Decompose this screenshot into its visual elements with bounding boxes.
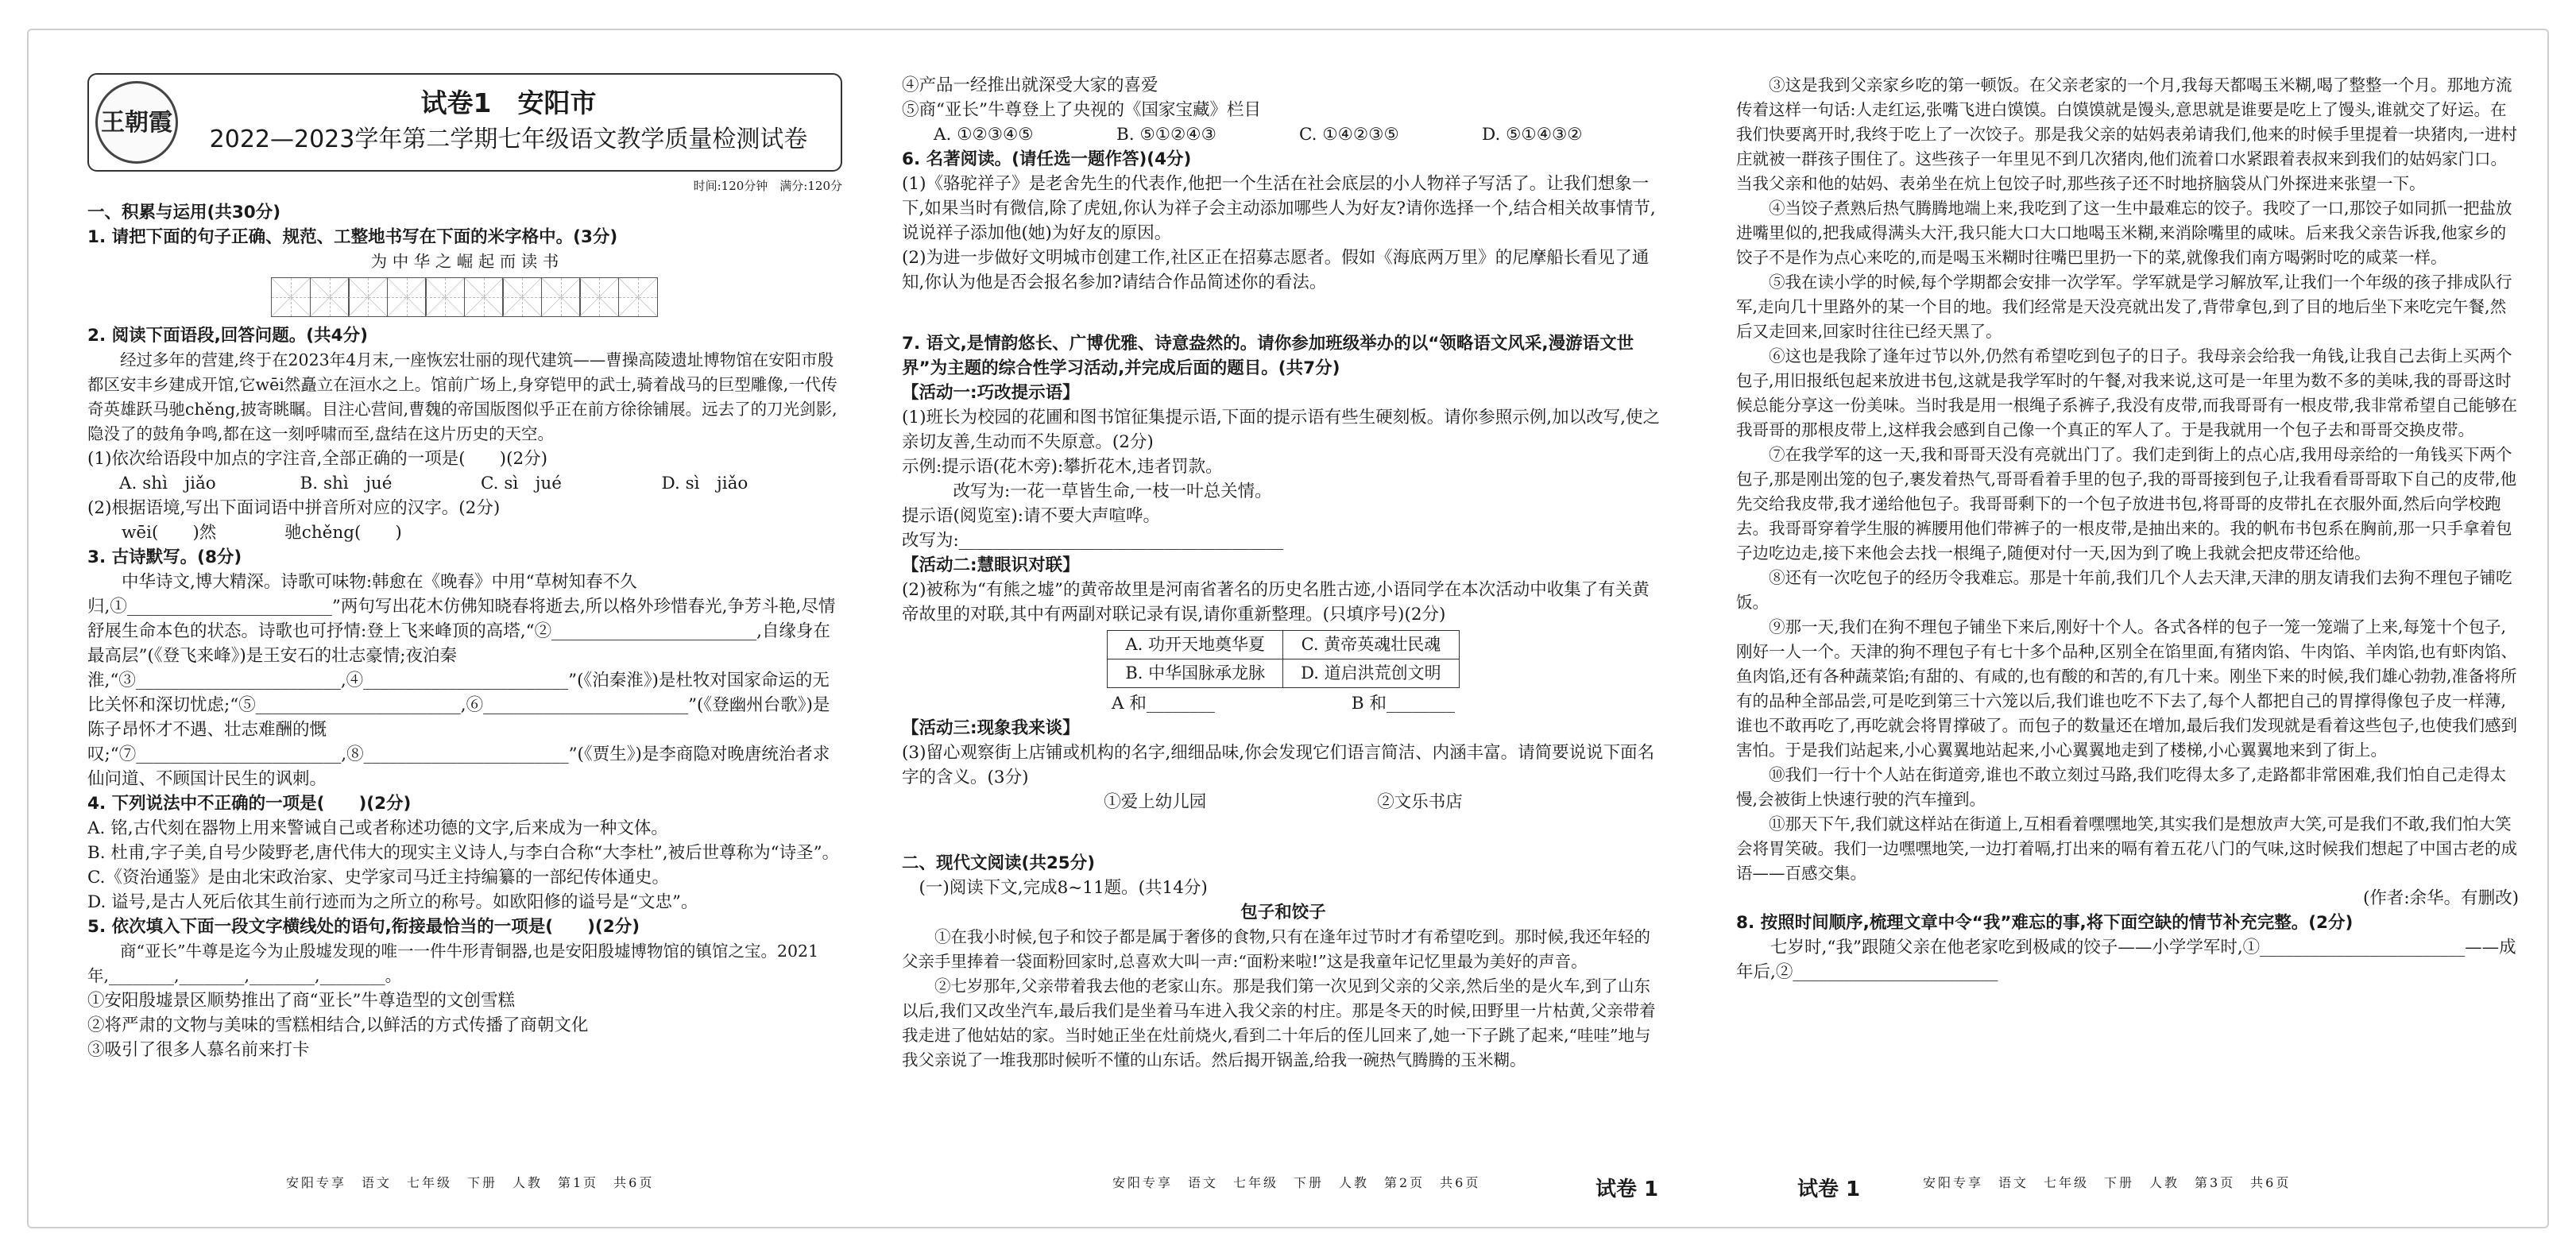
column-3-body — [1736, 73, 2519, 984]
question-stem: 5. 依次填入下面一段文字横线处的语句,衔接最恰当的一项是( )(2分) — [87, 917, 640, 937]
text-line: ⑤我在读小学的时候,每个学期都会安排一次学军。学军就是学习解放军,让我们一个年级的孩子排成队行军,走向几十里路外的某一个目的地。我们经常是天没亮就出发了,背带拿包,到了目的地后坐下来吃完午餐,然后又走回来,回家时往往已经天黑了。 — [1736, 273, 2512, 341]
question-stem: 7. 语文,是情韵悠长、广博优雅、诗意盎然的。请你参加班级举办的以“领略语文风采,漫游语文世界”为主题的综合性学习活动,并完成后面的题目。(共7分) — [902, 334, 1634, 378]
writing-grid — [87, 277, 842, 317]
text-line: ③这是我到父亲家乡吃的第一顿饭。在父亲老家的一个月,我每天都喝玉米糊,喝了整整一个月。那地方流传着这样一句话:人走红运,张嘴飞进白馍馍。白馍馍就是馒头,意思就是谁要是吃上了馒头,谁就交了好运。在我们快要离开时,我终于吃上了一次饺子。那是我父亲的姑妈表弟请我们,他来的时候手里提着一块猪肉,一进村庄就被一群孩子围住了。这些孩子一年里见不到几次猪肉,他们流着口水紧跟着表叔来到我们的姑妈家门口。当我父亲和他的姑妈、表弟坐在炕上包饺子时,那些孩子还不时地挤脑袋从门外探进来张望一下。 — [1736, 75, 2518, 193]
text-line: ⑦在我学军的这一天,我和哥哥天没有亮就出门了。我们走到街上的点心店,我用母亲给的一角钱买下两个包子,那是刚出笼的包子,裹发着热气,哥哥看着手里的包子,我的哥哥接到包子,让我看看哥哥取下自己的皮带,他先交给我皮带,我才递给他包子。我哥哥剩下的一个包子放进书包,将哥哥的皮带扎在衣服外面,然后向学校跑去。我哥哥穿着学生服的裤腰用他们带裤子的一根皮带,是抽出来的。我的帆布书包系在胸前,那一只手拿着包子边吃边走,接下来他会去找一根绳子,随便对付一天,因为到了晚上我就会把皮带还给他。 — [1736, 445, 2517, 563]
grid-cell[interactable] — [579, 277, 619, 317]
text-line: wēi( )然 驰chěng( ) — [87, 523, 402, 543]
column-3 — [1736, 73, 2519, 1178]
answer-option: B. shì jué — [300, 474, 393, 493]
text-line: ①在我小时候,包子和饺子都是属于奢侈的食物,只有在逢年过节时才有希望吃到。那时候,我还年轻的父亲手里捧着一袋面粉回家时,总喜欢大叫一声:“面粉来啦!”这是我童年记忆里最为美好的声音。 — [902, 927, 1651, 971]
text-line: A. 铭,古代刻在器物上用来警诫自己或者称述功德的文字,后来成为一种文体。 — [87, 818, 668, 838]
answer-options — [902, 122, 1665, 147]
text-line: D. 谥号,是古人死后依其生前行迹而为之所立的称号。如欧阳修的谥号是“文忠”。 — [87, 892, 698, 912]
question-stem: 6. 名著阅读。(请任选一题作答)(4分) — [902, 149, 1192, 169]
text-line: ⑧还有一次吃包子的经历令我难忘。那是十年前,我们几个人去天津,天津的朋友请我们去狗不理包子铺吃饭。 — [1736, 568, 2512, 612]
text-line: (2)为进一步做好文明城市创建工作,社区正在招募志愿者。假如《海底两万里》的尼摩船长看见了通知,你认为他是否会报名参加?请结合作品简述你的看法。 — [902, 248, 1650, 292]
grid-cell[interactable] — [618, 277, 658, 317]
text-line: (2)根据语境,写出下面词语中拼音所对应的汉字。(2分) — [87, 498, 501, 518]
answer-option: C. ①④②③⑤ — [1299, 125, 1399, 145]
footer-page-3: 安阳专享 语文 七年级 下册 人教 第3页 共6页 — [1923, 1175, 2292, 1190]
text-line: ⑨那一天,我们在狗不理包子铺坐下来后,刚好十个人。各式各样的包子一笼一笼端了上来,每笼十个包子,刚好一人一个。天津的狗不理包子有七十多个品种,区别全在馅里面,有猪肉馅、牛肉馅、羊肉馅,也有虾肉馅、鱼肉馅,还有各种蔬菜馅;有甜的、有咸的,也有酸的和苦的,有几十来。刚坐下来的时候,我们雄心勃勃,准备将所有的品种全部品尝,可是吃到第三十六笼以后,我们谁也吃不下去了,每个人都把自己的胃撑得像包子皮一样薄,谁也不敢再吃了,再吃就会将胃撑破了。而包子的数量还在增加,最后我们发现就是看着这些包子,也使我们感到害怕。于是我们站起来,小心翼翼地站起来,小心翼翼地走到了楼梯,小心翼翼地来到了街上。 — [1736, 617, 2518, 760]
section-heading: 二、现代文阅读(共25分) — [902, 853, 1096, 873]
text-line: 包子和饺子 — [1240, 903, 1326, 922]
text-line: 经过多年的营建,终于在2023年4月末,一座恢宏壮丽的现代建筑——曹操高陵遗址博物馆在安阳市殷都区安丰乡建成开馆,它wēi然矗立在洹水之上。馆前广场上,身穿铠甲的武士,骑着战马的巨型雕像,一代传奇英雄跃马驰chěng,披寄眺瞩。目注心营间,曹魏的帝国版图似乎正在前方徐徐铺展。远去了的刀光剑影,隐没了的鼓角争鸣,都在这一刻呼啸而至,盘结在这片历史的天空。 — [87, 350, 837, 443]
text-line: ②将严肃的文物与美味的雪糕相结合,以鲜活的方式传播了商朝文化 — [87, 1015, 589, 1035]
exam-tag-left: 试卷 1 — [1797, 1178, 1861, 1201]
text-line: 改写为:______________________________________ — [902, 531, 1284, 551]
couplet-table — [1107, 630, 1459, 688]
grid-cell[interactable] — [310, 277, 350, 317]
text-line: ③吸引了很多人慕名前来打卡 — [87, 1040, 310, 1060]
text-line: ②七岁那年,父亲带着我去他的老家山东。那是我们第一次见到父亲的父亲,然后坐的是火车,到了山东以后,我们又改坐汽车,最后我们是坐着马车进入我父亲的村庄。那是冬天的时候,田野里一片枯黄,父亲带着我走进了他姑姑的家。当时她正坐在灶前烧火,看到二十年后的侄儿回来了,她一下子跳了起来,“哇哇”地与我父亲说了一堆我那时候听不懂的山东话。然后揭开锅盖,给我一碗热气腾腾的玉米糊。 — [902, 977, 1656, 1069]
answer-option: A. ①②③④⑤ — [934, 125, 1034, 145]
text-line: A 和________ B 和________ — [1112, 694, 1455, 714]
footer-page-2: 安阳专享 语文 七年级 下册 人教 第2页 共6页 — [1112, 1175, 1481, 1190]
question-stem: 2. 阅读下面语段,回答问题。(共4分) — [87, 326, 368, 346]
text-line: ⑪那天下午,我们就这样站在街道上,互相看着嘿嘿地笑,其实我们是想放声大笑,可是我们不敢,我们怕大笑会将胃笑破。我们一边嘿嘿地笑,一边打着嗝,打出来的嗝有着五花八门的气味,这时候我们想起了中国古老的成语——百感交集。 — [1736, 814, 2518, 883]
column-1-body — [87, 200, 842, 1062]
paper-title: 试卷1 安阳市 — [420, 87, 597, 118]
couplet-cell: A. 功开天地奠华夏 — [1108, 631, 1283, 659]
couplet-cell: D. 道启洪荒创文明 — [1283, 659, 1459, 688]
text-line: (2)被称为“有熊之墟”的黄帝故里是河南省著名的历史名胜古迹,小语同学在本次活动中收集了有关黄帝故里的对联,其中有两副对联记录有误,请你重新整理。(只填序号)(2分) — [902, 580, 1650, 625]
question-stem: 8. 按照时间顺序,梳理文章中令“我”难忘的事,将下面空缺的情节补充完整。(2分) — [1736, 913, 2354, 933]
text-line: (3)留心观察街上店铺或机构的名字,细细品味,你会发现它们语言简洁、内涵丰富。请简要说说下面名字的含义。(3分) — [902, 743, 1655, 787]
text-line: (作者:余华。有删改) — [2362, 888, 2519, 908]
text-line: B. 杜甫,字子美,自号少陵野老,唐代伟大的现实主义诗人,与李白合称“大李杜”,被后世尊称为“诗圣”。 — [87, 843, 840, 863]
question-stem: 1. 请把下面的句子正确、规范、工整地书写在下面的米字格中。(3分) — [87, 227, 618, 247]
text-line: 提示语(阅览室):请不要大声喧哗。 — [902, 506, 1161, 526]
publisher-logo: 王朝霞 — [95, 81, 178, 164]
text-line: ①安阳殷墟景区顺势推出了商“亚长”牛尊造型的文创雪糕 — [87, 991, 515, 1011]
text-line: 改写为:一花一草皆生命,一枝一叶总关情。 — [902, 482, 1272, 501]
grid-cell[interactable] — [502, 277, 542, 317]
answer-option: D. sì jiǎo — [661, 474, 748, 493]
text-line: 【活动一:巧改提示语】 — [902, 383, 1080, 403]
spacer — [902, 295, 1665, 331]
text-line: 七岁时,“我”跟随父亲在他老家吃到极咸的饺子——小学学军时,①________________________——成年后,②________________________ — [1736, 938, 2516, 982]
text-line: C.《资治通鉴》是由北宋政治家、史学家司马迁主持编纂的一部纪传体通史。 — [87, 868, 670, 888]
text-line: ④产品一经推出就深受大家的喜爱 — [902, 75, 1158, 95]
text-line: (1)班长为校园的花圃和图书馆征集提示语,下面的提示语有些生硬刻板。请你参照示例,加以改写,使之亲切友善,生动而不失原意。(2分) — [902, 408, 1660, 452]
text-line: ⑥这也是我除了逢年过节以外,仍然有希望吃到包子的日子。我母亲会给我一角钱,让我自己去街上买两个包子,用旧报纸包起来放进书包,这就是我学军时的午餐,对我来说,这可是一年里为数不多的美味,我的哥哥这时候总能分享这一份美味。当时我是用一根绳子系裤子,我没有皮带,而我哥哥有一根皮带,我非常希望自己能够在我哥哥的那根皮带上,这样我会感到自己像一个真正的军人了。于是我就用一个包子去和哥哥交换皮带。 — [1736, 346, 2518, 439]
text-line: ⑤商“亚长”牛尊登上了央视的《国家宝藏》栏目 — [902, 100, 1261, 120]
text-line: ⑩我们一行十个人站在街道旁,谁也不敢立刻过马路,我们吃得太多了,走路都非常困难,我们怕自己走得太慢,会被街上快速行驶的汽车撞到。 — [1736, 765, 2507, 809]
text-line: ④当饺子煮熟后热气腾腾地端上来,我吃到了这一生中最难忘的饺子。我咬了一口,那饺子如同抓一把盐放进嘴里似的,把我咸得满头大汗,我只能大口大口地喝玉米糊,来消除嘴里的咸味。后来我父亲告诉我,他家乡的饺子不是作为点心来吃的,而是喝玉米糊时往嘴巴里扔一下的菜,就像我们南方喝粥时吃的咸菜一样。 — [1736, 199, 2512, 267]
grid-cell[interactable] — [348, 277, 388, 317]
section-heading: 一、积累与运用(共30分) — [87, 203, 281, 222]
couplet-cell: C. 黄帝英魂壮民魂 — [1283, 631, 1459, 659]
answer-option: C. sì jué — [481, 474, 562, 493]
text-line: 【活动三:现象我来谈】 — [902, 718, 1080, 738]
grid-cell[interactable] — [387, 277, 427, 317]
grid-cell[interactable] — [425, 277, 465, 317]
spacer — [902, 814, 1665, 851]
answer-options — [87, 471, 842, 496]
text-line: ①爱上幼儿园 ②文乐书店 — [1104, 792, 1463, 812]
text-line: 为 中 华 之 崛 起 而 读 书 — [370, 252, 559, 271]
question-stem: 3. 古诗默写。(8分) — [87, 547, 242, 567]
text-line: (1)依次给语段中加点的字注音,全部正确的一项是( )(2分) — [87, 449, 548, 469]
exam-tag: 试卷 1 — [1595, 1178, 1659, 1201]
text-line: 商“亚长”牛尊是迄今为止殷墟发现的唯一一件牛形青铜器,也是安阳殷墟博物馆的镇馆之宝。2021年,________,________,________,________。 — [87, 942, 819, 985]
grid-cell[interactable] — [541, 277, 581, 317]
footer-tag-1 — [1595, 1173, 1658, 1202]
text-line: (一)阅读下文,完成8~11题。(共14分) — [902, 878, 1208, 898]
question-stem: 4. 下列说法中不正确的一项是( )(2分) — [87, 794, 412, 814]
answer-option: B. ⑤①②④③ — [1116, 125, 1216, 145]
text-line: (1)《骆驼祥子》是老舍先生的代表作,他把一个生活在社会底层的小人物祥子写活了。让我们想象一下,如果当时有微信,除了虎妞,你认为祥子会主动添加哪些人为好友?请你选择一个,结合相关故事情节,说说祥子添加他(她)为好友的原因。 — [902, 174, 1656, 243]
grid-cell[interactable] — [464, 277, 504, 317]
column-1 — [87, 73, 842, 1178]
grid-cell[interactable] — [271, 277, 311, 317]
exam-meta: 时间:120分钟 满分:120分 — [693, 179, 842, 193]
text-line: 【活动二:慧眼识对联】 — [902, 555, 1080, 575]
column-2-body — [902, 73, 1665, 1073]
answer-option: D. ⑤①④③② — [1482, 125, 1583, 145]
paper-subtitle: 2022—2023学年第二学期七年级语文教学质量检测试卷 — [209, 126, 808, 153]
answer-option: A. shì jiǎo — [119, 474, 216, 493]
couplet-cell: B. 中华国脉承龙脉 — [1108, 659, 1283, 688]
footer-tag-2 — [1797, 1173, 1860, 1202]
text-line: 示例:提示语(花木旁):攀折花木,违者罚款。 — [902, 457, 1223, 477]
column-2 — [902, 73, 1665, 1178]
exam-header — [87, 73, 842, 172]
text-line: 中华诗文,博大精深。诗歌可味物:韩愈在《晚春》中用“草树知春不久归,①________________________”两句写出花木仿佛知晓春将逝去,所以格外珍惜春光,争芳斗艳,尽情舒展生命本色的状态。诗歌也可抒情:登上飞来峰顶的高塔,“②________________________,自缘身在最高层”(《登飞来峰》)是王安石的壮志豪情;夜泊秦淮,“③________________________,④________________________”(《泊秦淮》)是杜牧对国家命运的无比关怀和深切忧虑;“⑤________________________,⑥________________________”(《登幽州台歌》)是陈子昂怀才不遇、壮志难酬的慨叹;“⑦________________________,⑧________________________”(《贾生》)是李商隐对晚唐统治者求仙问道、不顾国计民生的讽刺。 — [87, 572, 836, 789]
footer-page-1: 安阳专享 语文 七年级 下册 人教 第1页 共6页 — [286, 1175, 655, 1190]
